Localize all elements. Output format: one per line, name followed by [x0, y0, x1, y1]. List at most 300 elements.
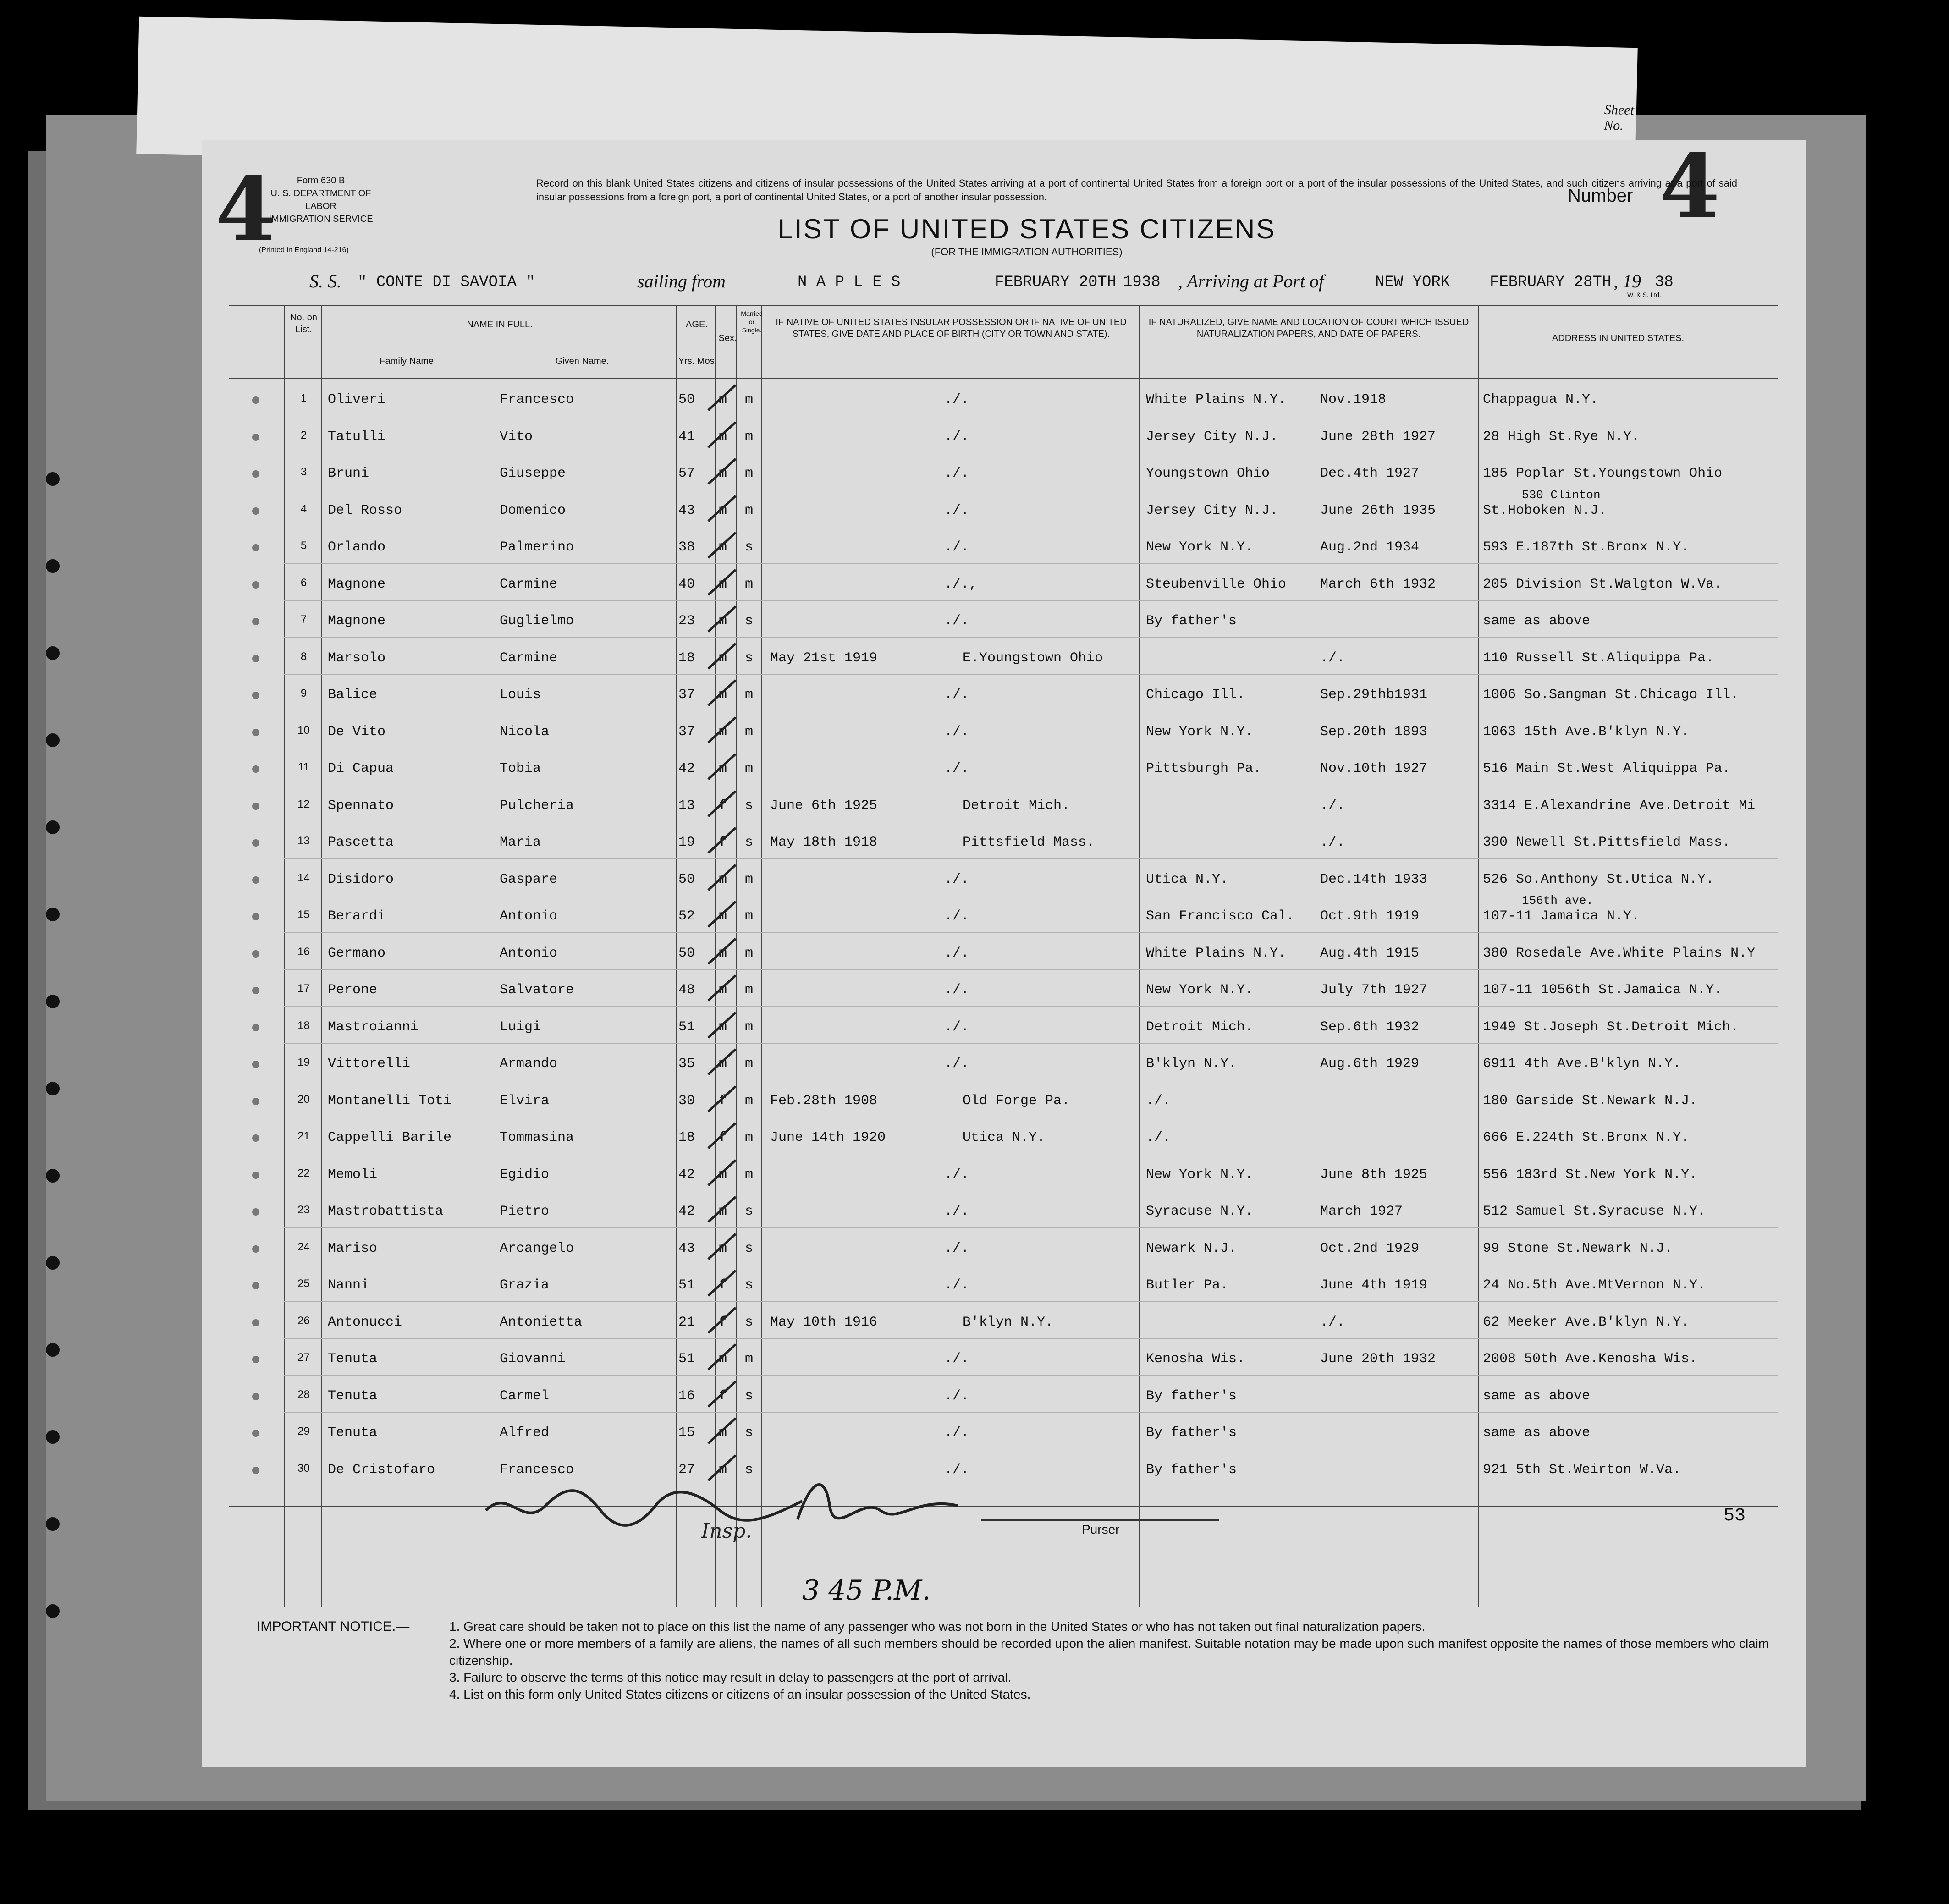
- cell-no: 9: [300, 687, 307, 699]
- row-rule: [284, 674, 1778, 675]
- preface-text: Record on this blank United States citizens and citizens of insular possessions of the United States arriving at a port of continental United States from a foreign port or a port of the insular possessions of the United States, and such citizens arriving at a port of said insular possessions from a foreign port, a port of continental United States, or a port of another insular possession.: [536, 177, 1737, 203]
- cell-sex: m: [719, 1240, 727, 1256]
- margin-dot: [252, 1319, 259, 1326]
- cell-court-date: Dec.4th 1927: [1320, 466, 1420, 481]
- check-tick: [704, 1158, 740, 1194]
- department: U. S. DEPARTMENT OF LABOR: [270, 188, 371, 211]
- cell-age: 21: [678, 1314, 695, 1330]
- margin-dot: [252, 876, 259, 884]
- cell-sex: m: [719, 1204, 727, 1219]
- cell-family: Antonucci: [328, 1314, 402, 1330]
- cell-family: Pascetta: [328, 835, 394, 850]
- cell-family: Berardi: [328, 908, 386, 924]
- cell-age: 37: [678, 687, 695, 703]
- cell-family: Di Capua: [328, 761, 394, 776]
- cell-ms: m: [745, 871, 754, 887]
- cell-age: 15: [678, 1425, 695, 1441]
- check-tick: [704, 825, 740, 862]
- cell-given: Carmine: [500, 576, 558, 592]
- cell-native-mark: ./.: [944, 466, 969, 481]
- cell-native-mark: ./.: [944, 1167, 969, 1183]
- cell-no: 7: [300, 613, 307, 626]
- cell-family: Vittorelli: [328, 1056, 411, 1072]
- cell-age: 43: [678, 502, 695, 518]
- col-name-in-full: NAME IN FULL.: [467, 319, 533, 330]
- cell-address: 110 Russell St.Aliquippa Pa.: [1483, 650, 1714, 666]
- cell-ms: m: [745, 392, 754, 407]
- binder-hole: [46, 1169, 60, 1183]
- sheet-page-number: 53: [1723, 1506, 1746, 1526]
- cell-address: 24 No.5th Ave.MtVernon N.Y.: [1483, 1277, 1706, 1293]
- cell-court-date: June 4th 1919: [1320, 1277, 1428, 1293]
- cell-sex: m: [719, 613, 727, 629]
- cell-born-date: May 10th 1916: [770, 1314, 878, 1330]
- cell-court-date: March 1927: [1320, 1204, 1403, 1219]
- printer-mark: W. & S. Ltd.: [1627, 291, 1661, 298]
- cell-address: St.Hoboken N.J.: [1483, 502, 1607, 518]
- cell-address: same as above: [1483, 613, 1591, 629]
- cell-court: Butler Pa.: [1146, 1277, 1229, 1293]
- cell-court-date: Oct.9th 1919: [1320, 908, 1420, 924]
- sailing-from-label: sailing from: [637, 271, 726, 292]
- cell-no: 11: [298, 761, 309, 773]
- margin-dot: [252, 950, 259, 958]
- binder-hole: [46, 646, 60, 660]
- margin-dot: [252, 581, 259, 589]
- manifest-sheet: [202, 135, 1806, 1767]
- col-sex: Sex.: [718, 333, 737, 343]
- cell-family: Magnone: [328, 613, 386, 629]
- cell-address: 556 183rd St.New York N.Y.: [1483, 1167, 1698, 1183]
- cell-born-date: June 14th 1920: [770, 1130, 886, 1145]
- col-naturalized: IF NATURALIZED, GIVE NAME AND LOCATION OF COURT WHICH ISSUED NATURALIZATION PAPERS, AND DATE OF PAPERS.: [1148, 317, 1469, 339]
- check-tick: [704, 1379, 740, 1416]
- binder-hole: [46, 1082, 60, 1095]
- cell-age: 18: [678, 650, 695, 666]
- cell-no: 5: [300, 539, 307, 552]
- cell-no: 27: [297, 1351, 310, 1364]
- cell-sex: f: [719, 835, 727, 850]
- cell-age: 42: [678, 761, 695, 776]
- cell-native-mark: ./.: [944, 982, 969, 998]
- margin-dot: [252, 1024, 259, 1031]
- cell-ms: m: [745, 576, 754, 592]
- cell-sex: m: [719, 908, 727, 924]
- cell-family: Montanelli Toti: [328, 1093, 452, 1109]
- check-tick: [704, 752, 740, 788]
- cell-no: 10: [297, 724, 310, 737]
- cell-native-mark: ./.: [944, 1277, 969, 1293]
- date-to: FEBRUARY 28TH: [1490, 274, 1612, 291]
- margin-dot: [252, 507, 259, 515]
- cell-given: Carmine: [500, 650, 558, 666]
- cell-sex: m: [719, 539, 727, 555]
- margin-dot: [252, 655, 259, 662]
- cell-sex: f: [719, 1277, 727, 1293]
- cell-ms: s: [745, 798, 754, 814]
- cell-court-date: Sep.6th 1932: [1320, 1019, 1420, 1035]
- cell-no: 13: [297, 835, 310, 847]
- cell-court: New York N.Y.: [1146, 724, 1254, 740]
- notice-item: 2. Where one or more members of a family are aliens, the names of all such members should be recorded upon the alien manifest. Suitable notation may be made upon such manifest opposite the names of those members who claim citizenship.: [449, 1636, 1769, 1667]
- cell-ms: s: [745, 650, 754, 666]
- cell-ms: m: [745, 945, 754, 961]
- year-to: 38: [1655, 274, 1674, 291]
- port-to: NEW YORK: [1375, 274, 1450, 291]
- cell-address: 3314 E.Alexandrine Ave.Detroit Mi: [1483, 798, 1756, 814]
- check-tick: [704, 1268, 740, 1305]
- cell-court: ./.: [1146, 1130, 1171, 1145]
- cell-ms: s: [745, 1277, 754, 1293]
- cell-sex: m: [719, 429, 727, 445]
- cell-no: 18: [297, 1019, 310, 1032]
- cell-no: 12: [297, 798, 310, 810]
- cell-sex: m: [719, 724, 727, 740]
- cell-no: 19: [297, 1056, 310, 1068]
- cell-no: 15: [297, 908, 310, 921]
- margin-dot: [252, 1061, 259, 1068]
- check-tick: [704, 420, 740, 457]
- notice-item: 4. List on this form only United States citizens or citizens of an insular possession of the United States.: [449, 1687, 1031, 1701]
- notice-item: 3. Failure to observe the terms of this notice may result in delay to passengers at the port of arrival.: [449, 1670, 1012, 1684]
- cell-family: De Cristofaro: [328, 1462, 435, 1478]
- cell-native-mark: ./.: [944, 502, 969, 518]
- margin-dot: [252, 839, 259, 847]
- margin-dot: [252, 1172, 259, 1179]
- cell-no: 17: [297, 982, 310, 995]
- cell-ms: m: [745, 1351, 754, 1367]
- cell-address: 593 E.187th St.Bronx N.Y.: [1483, 539, 1690, 555]
- cell-no: 26: [297, 1314, 310, 1327]
- cell-native-mark: ./.: [944, 429, 969, 445]
- cell-ms: s: [745, 835, 754, 850]
- cell-court: Detroit Mich.: [1146, 1019, 1254, 1035]
- row-rule: [284, 858, 1778, 859]
- port-from: N A P L E S: [798, 274, 901, 291]
- cell-court: Jersey City N.J.: [1146, 429, 1278, 445]
- cell-given: Antonio: [500, 945, 558, 961]
- cell-family: Orlando: [328, 539, 386, 555]
- check-tick: [704, 973, 740, 1010]
- cell-age: 27: [678, 1462, 695, 1478]
- cell-court-date: ./.: [1320, 835, 1345, 850]
- purser-line: [981, 1519, 1219, 1521]
- check-tick: [704, 715, 740, 752]
- cell-age: 30: [678, 1093, 695, 1109]
- cell-given: Tommasina: [500, 1130, 574, 1145]
- margin-dot: [252, 544, 259, 551]
- cell-court-date: ./.: [1320, 798, 1345, 814]
- cell-ms: s: [745, 613, 754, 629]
- cell-court: Jersey City N.J.: [1146, 502, 1278, 518]
- cell-native-mark: ./.: [944, 908, 969, 924]
- cell-ms: s: [745, 1388, 754, 1404]
- cell-sex: m: [719, 1351, 727, 1367]
- cell-age: 41: [678, 429, 695, 445]
- cell-given: Gaspare: [500, 871, 558, 887]
- cell-address: 180 Garside St.Newark N.J.: [1483, 1093, 1698, 1109]
- row-rule: [284, 1227, 1778, 1228]
- check-tick: [704, 1305, 740, 1342]
- cell-family: Perone: [328, 982, 378, 998]
- cell-native-mark: ./.: [944, 945, 969, 961]
- check-tick: [704, 641, 740, 678]
- cell-address: 921 5th St.Weirton W.Va.: [1483, 1462, 1681, 1478]
- cell-court-date: June 8th 1925: [1320, 1167, 1428, 1183]
- cell-ms: s: [745, 1240, 754, 1256]
- cell-address: 62 Meeker Ave.B'klyn N.Y.: [1483, 1314, 1690, 1330]
- cell-given: Egidio: [500, 1167, 550, 1183]
- check-tick: [704, 863, 740, 899]
- margin-dot: [252, 434, 259, 441]
- cell-note: 156th ave.: [1522, 894, 1594, 908]
- check-tick: [704, 457, 740, 493]
- cell-court: Pittsburgh Pa.: [1146, 761, 1262, 776]
- form-number: Form 630 B: [297, 176, 345, 186]
- cell-address: 28 High St.Rye N.Y.: [1483, 429, 1640, 445]
- passenger-table: [229, 305, 1778, 1607]
- cell-native-mark: ./.: [944, 687, 969, 703]
- cell-court-date: ./.: [1320, 1314, 1345, 1330]
- cell-sex: m: [719, 576, 727, 592]
- cell-sex: m: [719, 466, 727, 481]
- cell-ms: m: [745, 502, 754, 518]
- year-from: 1938: [1123, 274, 1161, 291]
- cell-ms: m: [745, 761, 754, 776]
- service: IMMIGRATION SERVICE: [269, 214, 373, 224]
- row-rule: [284, 637, 1778, 638]
- margin-dot: [252, 1134, 259, 1142]
- row-rule: [284, 1412, 1778, 1413]
- binder-hole: [46, 1517, 60, 1531]
- cell-born-place: Pittsfield Mass.: [963, 835, 1095, 850]
- cell-no: 21: [297, 1130, 310, 1142]
- cell-address: same as above: [1483, 1425, 1591, 1441]
- cell-sex: m: [719, 761, 727, 776]
- cell-age: 37: [678, 724, 695, 740]
- cell-family: Del Rosso: [328, 502, 402, 518]
- ship-name: " CONTE DI SAVOIA ": [358, 274, 535, 291]
- cell-age: 43: [678, 1240, 695, 1256]
- margin-dot: [252, 618, 259, 625]
- cell-family: Oliveri: [328, 392, 386, 407]
- cell-age: 38: [678, 539, 695, 555]
- cell-family: Marsolo: [328, 650, 386, 666]
- margin-dot: [252, 987, 259, 994]
- cell-sex: m: [719, 1019, 727, 1035]
- col-family-name: Family Name.: [380, 356, 436, 366]
- col-mos: Mos.: [697, 356, 717, 366]
- margin-dot: [252, 913, 259, 920]
- arriving-label: , Arriving at Port of: [1178, 271, 1324, 292]
- cell-ms: m: [745, 908, 754, 924]
- page-subtitle: (FOR THE IMMIGRATION AUTHORITIES): [931, 246, 1123, 258]
- cell-given: Armando: [500, 1056, 558, 1072]
- row-rule: [284, 1301, 1778, 1302]
- cell-age: 57: [678, 466, 695, 481]
- check-tick: [704, 530, 740, 567]
- year-prefix: , 19: [1613, 271, 1641, 292]
- check-tick: [704, 789, 740, 825]
- cell-court: ./.: [1146, 1093, 1171, 1109]
- notice-label: IMPORTANT NOTICE.—: [257, 1619, 410, 1634]
- cell-no: 25: [297, 1277, 310, 1290]
- cell-sex: f: [719, 1093, 727, 1109]
- cell-sex: f: [719, 1388, 727, 1404]
- col-address: ADDRESS IN UNITED STATES.: [1552, 333, 1685, 343]
- cell-address: 666 E.224th St.Bronx N.Y.: [1483, 1130, 1690, 1145]
- cell-age: 50: [678, 871, 695, 887]
- cell-address: same as above: [1483, 1388, 1591, 1404]
- cell-note: 530 Clinton: [1522, 488, 1601, 502]
- cell-family: Tenuta: [328, 1388, 378, 1404]
- number-label: Number: [1568, 186, 1633, 206]
- cell-given: Tobia: [500, 761, 541, 776]
- cell-no: 8: [300, 650, 307, 663]
- purser-signature: [793, 1469, 967, 1541]
- check-tick: [704, 1047, 740, 1084]
- cell-given: Antonio: [500, 908, 558, 924]
- cell-sex: m: [719, 392, 727, 407]
- cell-no: 24: [297, 1240, 310, 1253]
- cell-born-date: May 21st 1919: [770, 650, 878, 666]
- cell-address: 390 Newell St.Pittsfield Mass.: [1483, 835, 1731, 850]
- cell-age: 51: [678, 1019, 695, 1035]
- cell-court: New York N.Y.: [1146, 539, 1254, 555]
- cell-family: Mariso: [328, 1240, 378, 1256]
- cell-address: 1006 So.Sangman St.Chicago Ill.: [1483, 687, 1739, 703]
- cell-sex: m: [719, 1425, 727, 1441]
- cell-address: 185 Poplar St.Youngstown Ohio: [1483, 466, 1723, 481]
- cell-address: 205 Division St.Walgton W.Va.: [1483, 576, 1723, 592]
- cell-court: By father's: [1146, 1425, 1237, 1441]
- cell-court: New York N.Y.: [1146, 982, 1254, 998]
- cell-address: 107-11 Jamaica N.Y.: [1483, 908, 1640, 924]
- cell-court-date: Nov.1918: [1320, 392, 1387, 407]
- row-rule: [284, 969, 1778, 970]
- binder-hole: [46, 733, 60, 747]
- margin-dot: [252, 470, 259, 478]
- cell-ms: m: [745, 982, 754, 998]
- cell-born-date: June 6th 1925: [770, 798, 878, 814]
- cell-ms: m: [745, 1167, 754, 1183]
- cell-no: 29: [297, 1425, 310, 1437]
- binder-hole: [46, 908, 60, 921]
- cell-court: Chicago Ill.: [1146, 687, 1245, 703]
- date-from: FEBRUARY 20TH: [995, 274, 1117, 291]
- cell-family: Spennato: [328, 798, 394, 814]
- cell-no: 23: [297, 1204, 310, 1216]
- sheet-number-label: Sheet No.: [1603, 102, 1635, 133]
- binder-hole: [46, 820, 60, 834]
- cell-family: Mastroianni: [328, 1019, 419, 1035]
- cell-court-date: June 20th 1932: [1320, 1351, 1436, 1367]
- margin-dot: [252, 729, 259, 736]
- cell-sex: f: [719, 1130, 727, 1145]
- cell-native-mark: ./.: [944, 613, 969, 629]
- cell-given: Antonietta: [500, 1314, 583, 1330]
- cell-no: 4: [300, 502, 307, 515]
- margin-dot: [252, 1245, 259, 1253]
- cell-native-mark: ./.: [944, 1351, 969, 1367]
- cell-court: White Plains N.Y.: [1146, 945, 1287, 961]
- row-rule: [284, 600, 1778, 601]
- cell-court: By father's: [1146, 613, 1237, 629]
- cell-court-date: Aug.4th 1915: [1320, 945, 1420, 961]
- cell-family: Disidoro: [328, 871, 394, 887]
- cell-native-mark: ./.: [944, 724, 969, 740]
- margin-dot: [252, 1467, 259, 1474]
- cell-family: Cappelli Barile: [328, 1130, 452, 1145]
- cell-family: Balice: [328, 687, 378, 703]
- cell-no: 3: [300, 466, 307, 478]
- cell-court-date: ./.: [1320, 650, 1345, 666]
- cell-court-date: Aug.6th 1929: [1320, 1056, 1420, 1072]
- cell-native-mark: ./.: [944, 392, 969, 407]
- check-tick: [704, 936, 740, 973]
- row-rule: [284, 1043, 1778, 1044]
- cell-court: Steubenville Ohio: [1146, 576, 1287, 592]
- cell-court-date: Sep.29thb1931: [1320, 687, 1428, 703]
- binder-hole: [46, 559, 60, 573]
- cell-family: Memoli: [328, 1167, 378, 1183]
- cell-given: Giuseppe: [500, 466, 566, 481]
- cell-address: 6911 4th Ave.B'klyn N.Y.: [1483, 1056, 1681, 1072]
- cell-ms: m: [745, 1056, 754, 1072]
- cell-age: 23: [678, 613, 695, 629]
- cell-no: 2: [300, 429, 307, 441]
- printed-note: (Printed in England 14-216): [259, 246, 349, 254]
- cell-sex: f: [719, 1314, 727, 1330]
- cell-court: Youngstown Ohio: [1146, 466, 1270, 481]
- check-tick: [704, 1010, 740, 1047]
- check-tick: [704, 494, 740, 530]
- cell-given: Grazia: [500, 1277, 550, 1293]
- cell-court: Syracuse N.Y.: [1146, 1204, 1254, 1219]
- cell-age: 40: [678, 576, 695, 592]
- col-married: Married or Single.: [741, 310, 763, 334]
- cell-age: 50: [678, 392, 695, 407]
- col-age: AGE.: [686, 319, 708, 330]
- cell-born-place: Old Forge Pa.: [963, 1093, 1070, 1109]
- cell-family: Nanni: [328, 1277, 369, 1293]
- cell-ms: m: [745, 429, 754, 445]
- cell-court-date: Nov.10th 1927: [1320, 761, 1428, 776]
- col-yrs: Yrs.: [678, 356, 695, 366]
- cell-no: 1: [300, 392, 307, 404]
- cell-given: Nicola: [500, 724, 550, 740]
- cell-ms: m: [745, 1093, 754, 1109]
- cell-given: Louis: [500, 687, 541, 703]
- cell-sex: m: [719, 1462, 727, 1478]
- row-rule: [284, 1006, 1778, 1007]
- margin-dot: [252, 1208, 259, 1216]
- margin-dot: [252, 765, 259, 773]
- cell-court: B'klyn N.Y.: [1146, 1056, 1237, 1072]
- cell-given: Salvatore: [500, 982, 574, 998]
- cell-court-date: June 28th 1927: [1320, 429, 1436, 445]
- check-tick: [704, 1232, 740, 1268]
- cell-address: 526 So.Anthony St.Utica N.Y.: [1483, 871, 1714, 887]
- form-identification: [257, 174, 385, 226]
- col-native: IF NATIVE OF UNITED STATES INSULAR POSSESSION OR IF NATIVE OF UNITED STATES, GIVE DATE AND PLACE OF BIRTH (CITY OR TOWN AND STATE).: [776, 317, 1127, 339]
- cell-given: Palmerino: [500, 539, 574, 555]
- col-no: No. on List.: [290, 313, 317, 335]
- cell-born-place: Detroit Mich.: [963, 798, 1070, 814]
- check-tick: [704, 1416, 740, 1453]
- cell-court: New York N.Y.: [1146, 1167, 1254, 1183]
- cell-given: Maria: [500, 835, 541, 850]
